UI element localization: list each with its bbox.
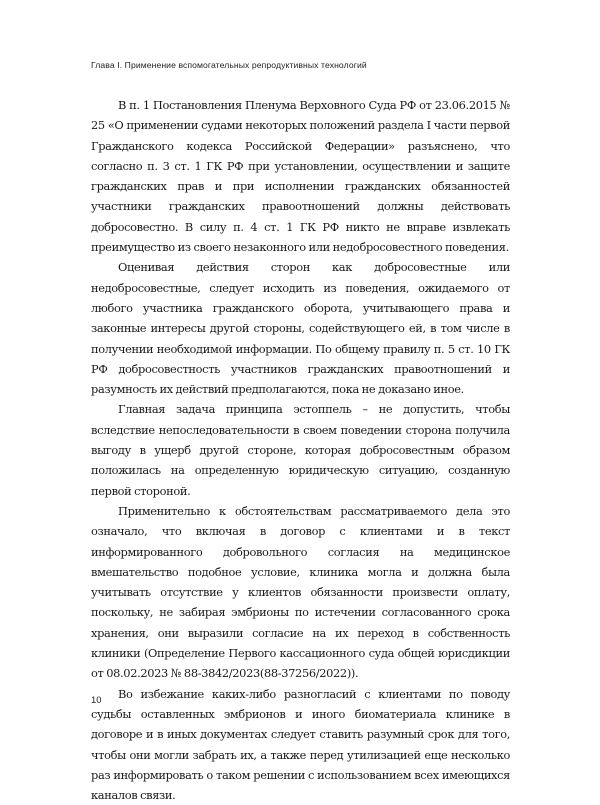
paragraph-3: Главная задача принципа эстоппель – не допустить, чтобы вследствие непоследовательности в своем поведении сторона получила выгоду в ущерб другой стороне, которая добросовестным образом положилась на определенную юридическую ситуацию, созданную первой стороной.	[91, 402, 510, 498]
running-header: Глава I. Применение вспомогательных репродуктивных технологий	[91, 60, 367, 70]
paragraph-5: Во избежание каких-либо разногласий с клиентами по поводу судьбы оставленных эмбрионов и иного биоматериала клинике в договоре и в иных документах следует ставить разумный срок для того, чтобы они могли забрать их, а также перед утилизацией еще несколько раз информировать о таком решении с использованием всех имеющихся каналов связи.	[91, 686, 510, 803]
paragraph-2: Оценивая действия сторон как добросовестные или недобросовестные, следует исходить из поведения, ожидаемого от любого участника гражданского оборота, учитывающего права и законные интересы другой стороны, содействующего ей, в том числе в получении необходимой информации. По общему правилу п. 5 ст. 10 ГК РФ добросовестность участников гражданских правоотношений и разумность их действий предполагаются, пока не доказано иное.	[91, 260, 510, 397]
paragraph-1: В п. 1 Постановления Пленума Верховного Суда РФ от 23.06.2015 № 25 «О применении судами некоторых положений раздела I части первой Гражданского кодекса Российской Федерации» разъяснено, что согласно п. 3 ст. 1 ГК РФ при установлении, осуществлении и защите гражданских прав и при исполнении гражданских обязанностей участники гражданских правоотношений должны действовать добросовестно. В силу п. 4 ст. 1 ГК РФ никто не вправе извлекать преимущество из своего незаконного или недобросовестного поведения.	[91, 98, 510, 255]
paragraph-4: Применительно к обстоятельствам рассматриваемого дела это означало, что включая в договор с клиентами и в текст информированного добровольного согласия на медицинское вмешательство подобное условие, клиника могла и должна была учитывать отсутствие у клиентов обязанности произвести оплату, поскольку, не забирая эмбрионы по истечении согласованного срока хранения, они выразили согласие на их переход в собственность клиники (Определение Первого кассационного суда общей юрисдикции от 08.02.2023 № 88-3842/2023(88-37256/2022)).	[91, 503, 510, 681]
page-number: 10	[91, 694, 102, 705]
body-text	[91, 95, 510, 805]
